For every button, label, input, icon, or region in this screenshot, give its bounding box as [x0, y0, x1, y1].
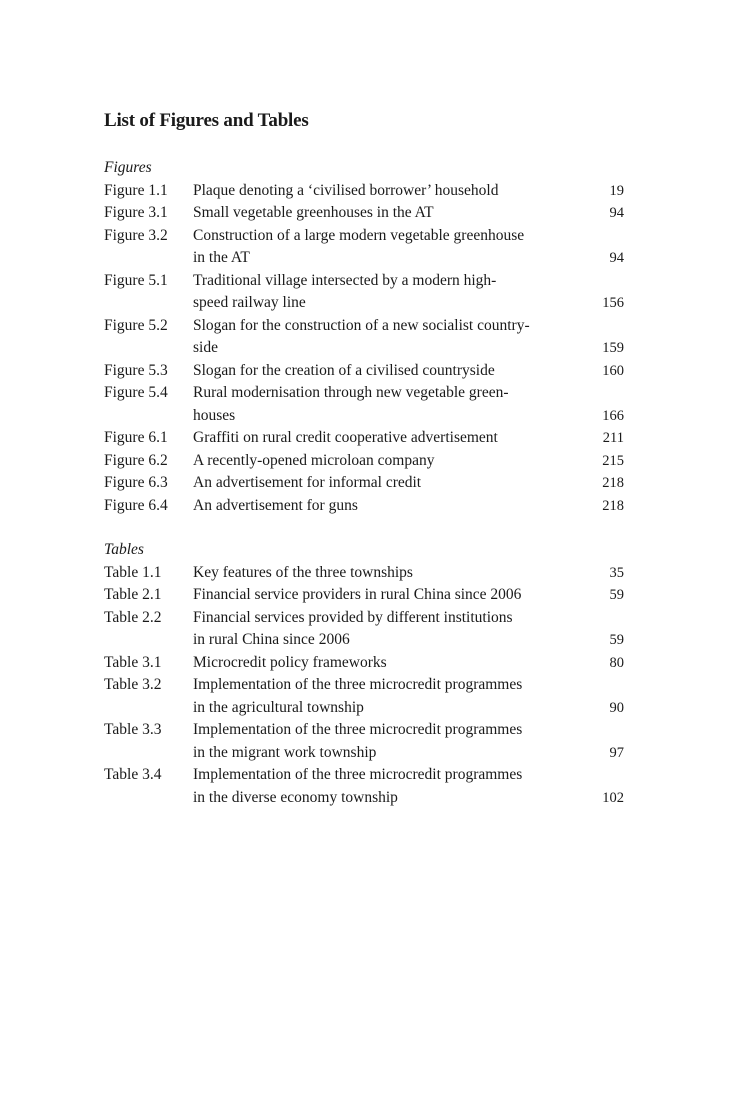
caption-line: in rural China since 2006 — [193, 631, 350, 648]
table-entry — [104, 607, 624, 652]
figure-entry — [104, 270, 624, 315]
page-number: 59 — [609, 632, 624, 648]
figure-label: Figure 6.4 — [104, 496, 168, 514]
page-number: 35 — [609, 564, 624, 581]
figure-entry — [104, 202, 624, 225]
table-label: Table 3.4 — [104, 766, 162, 783]
figure-caption — [193, 472, 593, 495]
figure-label: Figure 5.4 — [104, 384, 168, 401]
caption-line: in the migrant work township — [193, 743, 377, 761]
table-entry — [104, 584, 624, 607]
figure-caption — [193, 315, 593, 360]
figure-caption — [193, 180, 593, 203]
caption-line: speed railway line — [193, 294, 306, 311]
caption-line: side — [193, 339, 218, 356]
figure-caption — [193, 225, 593, 270]
figure-caption — [193, 360, 593, 383]
caption-line: Traditional village intersected by a modern high- — [193, 271, 497, 289]
figure-caption — [193, 382, 593, 427]
table-label: Table 3.1 — [104, 653, 162, 671]
page-number: 218 — [602, 497, 624, 514]
figure-entry — [104, 382, 624, 427]
caption-line: Plaque denoting a ‘civilised borrower’ household — [193, 181, 499, 199]
caption-line: in the AT — [193, 249, 250, 266]
figure-entry — [104, 472, 624, 495]
tables-section — [104, 539, 624, 809]
figure-entry — [104, 427, 624, 450]
page-number: 166 — [602, 407, 624, 424]
page-number: 59 — [609, 587, 624, 603]
page-number: 19 — [609, 182, 624, 199]
figure-caption — [193, 202, 593, 225]
page-number: 159 — [602, 340, 624, 356]
caption-line: An advertisement for informal credit — [193, 474, 422, 491]
table-entry — [104, 652, 624, 675]
table-entry — [104, 719, 624, 764]
caption-line: Financial services provided by different institutions — [193, 608, 513, 626]
page-number: 211 — [602, 430, 624, 446]
page-number: 94 — [609, 250, 624, 266]
caption-line: Slogan for the creation of a civilised countryside — [193, 361, 495, 379]
table-label: Table 3.2 — [104, 676, 162, 693]
page-title: List of Figures and Tables — [104, 110, 309, 131]
table-entry — [104, 764, 624, 809]
figure-label: Figure 5.1 — [104, 271, 168, 289]
table-caption — [193, 652, 593, 675]
page-number: 97 — [609, 744, 624, 761]
table-caption — [193, 607, 593, 652]
caption-line: Implementation of the three microcredit programmes — [193, 766, 523, 783]
caption-line: An advertisement for guns — [193, 496, 358, 514]
caption-line: Slogan for the construction of a new socialist country- — [193, 316, 530, 334]
figure-label: Figure 6.1 — [104, 429, 168, 446]
caption-line: Rural modernisation through new vegetable green- — [193, 384, 509, 401]
figure-caption — [193, 450, 593, 473]
table-caption — [193, 584, 593, 607]
table-caption — [193, 764, 593, 809]
table-label: Table 2.2 — [104, 608, 162, 626]
caption-line: Graffiti on rural credit cooperative advertisement — [193, 429, 498, 446]
page-number: 156 — [602, 295, 624, 311]
page-number: 94 — [609, 205, 624, 221]
page-number: 80 — [609, 654, 624, 671]
figures-heading: Figures — [104, 159, 152, 176]
figure-label: Figure 5.3 — [104, 361, 168, 379]
figure-caption — [193, 495, 593, 518]
table-caption — [193, 562, 593, 585]
table-label: Table 1.1 — [104, 563, 162, 581]
tables-list — [104, 562, 624, 810]
figure-entry — [104, 180, 624, 203]
caption-line: A recently-opened microloan company — [193, 451, 435, 469]
figure-entry — [104, 225, 624, 270]
figure-entry — [104, 495, 624, 518]
caption-line: Implementation of the three microcredit programmes — [193, 721, 523, 738]
caption-line: houses — [193, 406, 236, 424]
page-number: 215 — [602, 452, 624, 469]
caption-line: Key features of the three townships — [193, 563, 413, 581]
page-number: 90 — [609, 699, 624, 716]
page-number: 160 — [602, 362, 624, 379]
figure-label: Figure 3.1 — [104, 204, 168, 221]
caption-line: Construction of a large modern vegetable greenhouse — [193, 226, 525, 244]
figure-entry — [104, 360, 624, 383]
table-label: Table 3.3 — [104, 721, 162, 738]
figure-label: Figure 1.1 — [104, 181, 168, 199]
figure-entry — [104, 315, 624, 360]
caption-line: in the diverse economy township — [193, 788, 398, 806]
table-caption — [193, 719, 593, 764]
figure-label: Figure 3.2 — [104, 226, 168, 244]
figure-caption — [193, 427, 593, 450]
figure-caption — [193, 270, 593, 315]
page-number: 102 — [602, 789, 624, 806]
caption-line: in the agricultural township — [193, 698, 364, 716]
table-entry — [104, 562, 624, 585]
tables-heading: Tables — [104, 541, 144, 558]
caption-line: Small vegetable greenhouses in the AT — [193, 204, 434, 221]
figures-section — [104, 157, 624, 517]
table-entry — [104, 674, 624, 719]
caption-line: Financial service providers in rural China since 2006 — [193, 586, 522, 603]
caption-line: Implementation of the three microcredit programmes — [193, 676, 523, 693]
table-label: Table 2.1 — [104, 586, 162, 603]
figure-entry — [104, 450, 624, 473]
figure-label: Figure 5.2 — [104, 316, 168, 334]
caption-line: Microcredit policy frameworks — [193, 653, 387, 671]
page-number: 218 — [602, 475, 624, 491]
table-caption — [193, 674, 593, 719]
figure-label: Figure 6.2 — [104, 451, 168, 469]
figure-label: Figure 6.3 — [104, 474, 168, 491]
figures-list — [104, 180, 624, 518]
